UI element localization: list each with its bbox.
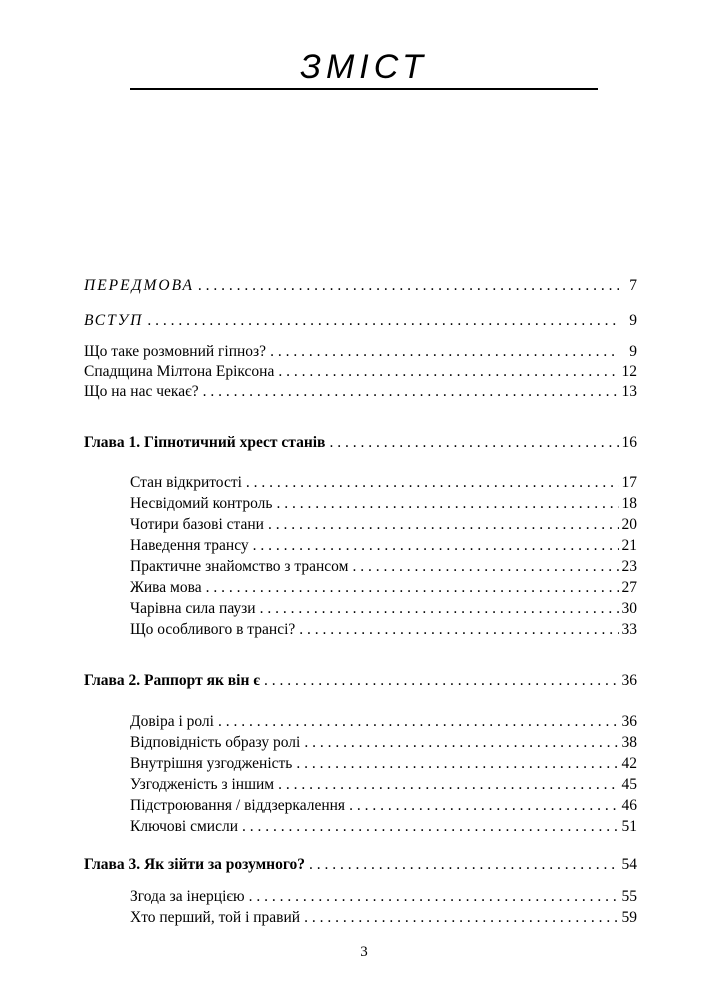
toc-entry-label: Глава 2. Раппорт як він є bbox=[84, 672, 260, 689]
toc-entry[interactable] bbox=[130, 908, 637, 928]
toc-entry-label: Довіра і ролі bbox=[130, 713, 214, 730]
toc-chapter-2[interactable] bbox=[84, 671, 637, 691]
dot-leader bbox=[260, 671, 619, 691]
dot-leader bbox=[143, 311, 619, 331]
dot-leader bbox=[274, 775, 619, 795]
toc-entry[interactable] bbox=[130, 887, 637, 907]
toc-entry[interactable] bbox=[130, 754, 637, 774]
toc-entry[interactable] bbox=[130, 817, 637, 837]
toc-entry-label: Глава 3. Як зійти за розумного? bbox=[84, 856, 306, 873]
toc-entry-page: 59 bbox=[621, 909, 637, 926]
toc-entry[interactable] bbox=[130, 733, 637, 753]
toc-entry-page: 9 bbox=[629, 312, 637, 329]
toc-entry-page: 12 bbox=[621, 363, 637, 380]
toc-entry[interactable] bbox=[130, 599, 637, 619]
toc-entry-page: 7 bbox=[629, 277, 637, 294]
title-underline bbox=[130, 88, 598, 90]
toc-entry[interactable] bbox=[130, 712, 637, 732]
dot-leader bbox=[245, 887, 619, 907]
dot-leader bbox=[194, 276, 619, 296]
dot-leader bbox=[199, 382, 619, 402]
toc-entry-label: Підстроювання / віддзеркалення bbox=[130, 797, 346, 814]
dot-leader bbox=[249, 536, 619, 556]
dot-leader bbox=[348, 557, 619, 577]
toc-entry-page: 18 bbox=[621, 495, 637, 512]
toc-entry-page: 45 bbox=[621, 776, 637, 793]
toc-entry-label: Згода за інерцією bbox=[130, 888, 245, 905]
toc-entry[interactable] bbox=[130, 796, 637, 816]
dot-leader bbox=[305, 855, 619, 875]
dot-leader bbox=[274, 362, 619, 382]
toc-entry[interactable] bbox=[84, 342, 637, 362]
toc-entry-label: Хто перший, той і правий bbox=[130, 909, 301, 926]
toc-entry-label: Узгодженість з іншим bbox=[130, 776, 275, 793]
toc-entry-preface[interactable] bbox=[84, 276, 637, 296]
dot-leader bbox=[256, 599, 619, 619]
toc-entry-label: Що таке розмовний гіпноз? bbox=[84, 343, 267, 360]
toc-entry[interactable] bbox=[84, 362, 637, 382]
toc-entry-page: 36 bbox=[621, 713, 637, 730]
toc-entry-label: Несвідомий контроль bbox=[130, 495, 273, 512]
toc-entry-introduction[interactable] bbox=[84, 311, 637, 331]
dot-leader bbox=[272, 494, 619, 514]
toc-entry-label: ПЕРЕДМОВА bbox=[84, 277, 194, 294]
dot-leader bbox=[214, 712, 619, 732]
toc-entry-label: Жива мова bbox=[130, 579, 202, 596]
dot-leader bbox=[300, 908, 619, 928]
toc-entry-page: 38 bbox=[621, 734, 637, 751]
toc-entry-page: 46 bbox=[621, 797, 637, 814]
toc-entry-page: 54 bbox=[621, 856, 637, 873]
toc-entry-page: 36 bbox=[621, 672, 637, 689]
toc-entry-page: 13 bbox=[621, 383, 637, 400]
toc-chapter-3[interactable] bbox=[84, 855, 637, 875]
dot-leader bbox=[202, 578, 619, 598]
toc-entry-page: 51 bbox=[621, 818, 637, 835]
toc-entry-page: 23 bbox=[621, 558, 637, 575]
toc-entry-page: 17 bbox=[621, 474, 637, 491]
toc-entry-label: Стан відкритості bbox=[130, 474, 242, 491]
dot-leader bbox=[325, 433, 619, 453]
toc-chapter-1[interactable] bbox=[84, 433, 637, 453]
toc-entry-label: Що особливого в трансі? bbox=[130, 621, 296, 638]
toc-entry-label: Чарівна сила паузи bbox=[130, 600, 256, 617]
toc-entry-label: Внутрішня узгодженість bbox=[130, 755, 293, 772]
toc-entry-page: 21 bbox=[621, 537, 637, 554]
toc-entry[interactable] bbox=[84, 382, 637, 402]
dot-leader bbox=[292, 754, 619, 774]
toc-entry-label: Глава 1. Гіпнотичний хрест станів bbox=[84, 434, 326, 451]
dot-leader bbox=[295, 620, 619, 640]
toc-entry-label: ВСТУП bbox=[84, 312, 144, 329]
toc-entry[interactable] bbox=[130, 473, 637, 493]
toc-entry[interactable] bbox=[130, 557, 637, 577]
toc-entry-label: Наведення трансу bbox=[130, 537, 249, 554]
toc-entry-label: Що на нас чекає? bbox=[84, 383, 199, 400]
toc-entry-page: 16 bbox=[621, 434, 637, 451]
toc-entry-page: 55 bbox=[621, 888, 637, 905]
toc-entry-page: 20 bbox=[621, 516, 637, 533]
dot-leader bbox=[300, 733, 619, 753]
toc-entry-label: Ключові смисли bbox=[130, 818, 239, 835]
toc-entry-label: Спадщина Мілтона Еріксона bbox=[84, 363, 275, 380]
toc-entry-label: Відповідність образу ролі bbox=[130, 734, 301, 751]
toc-entry[interactable] bbox=[130, 536, 637, 556]
toc-entry[interactable] bbox=[130, 494, 637, 514]
dot-leader bbox=[266, 342, 619, 362]
toc-entry-page: 27 bbox=[621, 579, 637, 596]
toc-entry-label: Практичне знайомство з трансом bbox=[130, 558, 349, 575]
toc-entry-page: 42 bbox=[621, 755, 637, 772]
dot-leader bbox=[264, 515, 619, 535]
dot-leader bbox=[345, 796, 619, 816]
page-number: 3 bbox=[360, 944, 368, 960]
dot-leader bbox=[242, 473, 619, 493]
toc-entry-page: 30 bbox=[621, 600, 637, 617]
toc-entry-page: 9 bbox=[629, 343, 637, 360]
page-title: ЗМІСТ bbox=[300, 48, 428, 86]
toc-entry[interactable] bbox=[130, 578, 637, 598]
dot-leader bbox=[238, 817, 619, 837]
toc-entry-page: 33 bbox=[621, 621, 637, 638]
toc-entry[interactable] bbox=[130, 775, 637, 795]
toc-entry[interactable] bbox=[130, 620, 637, 640]
toc-entry-label: Чотири базові стани bbox=[130, 516, 264, 533]
toc-entry[interactable] bbox=[130, 515, 637, 535]
